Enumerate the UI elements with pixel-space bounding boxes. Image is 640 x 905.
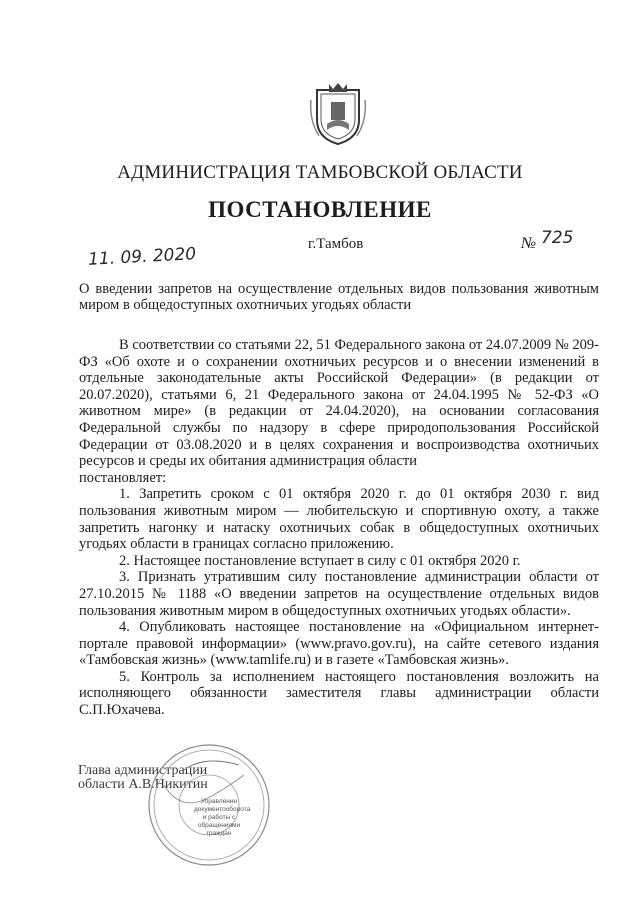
- clause-3: 3. Признать утратившим силу постановление администрации области от 27.10.2015 № 1188 «О введении запретов на осуществление отдельных видов пользования животным миром в общедоступных охотничьих угодьях области».: [79, 569, 599, 619]
- clause-2: 2. Настоящее постановление вступает в силу с 01 октября 2020 г.: [119, 552, 521, 569]
- stamp-inner-text: Управление документооборота и работы с обращениями граждан: [194, 798, 251, 837]
- coat-of-arms-icon: [309, 80, 367, 148]
- document-city: г.Тамбов: [308, 236, 364, 252]
- clause-1: 1. Запретить сроком с 01 октября 2020 г. до 01 октября 2030 г. вид пользования животным миром — любительскую и спортивную охоту, а также запретить нагонку и натаску охотничьих собак в общедоступных охотничьих угодьях области в границах согласно приложению.: [79, 486, 599, 553]
- document-subject: О введении запретов на осуществление отдельных видов пользования животным миром в общедоступных охотничьих угодьях области: [79, 281, 599, 313]
- signer-title-line1: Глава администрации: [78, 763, 208, 778]
- document-number: 725: [541, 228, 574, 248]
- document-date: 11. 09. 2020: [87, 244, 197, 270]
- clause-5: 5. Контроль за исполнением настоящего постановления возложить на исполняющего обязанности заместителя главы администрации области С.П.Юхачева.: [79, 668, 599, 719]
- signer-name: А.В.Никитин: [128, 777, 208, 792]
- document-body: [79, 337, 599, 719]
- organization-title: АДМИНИСТРАЦИЯ ТАМБОВСКОЙ ОБЛАСТИ: [117, 162, 523, 183]
- clause-4: 4. Опубликовать настоящее постановление на «Официальном интернет-портале правовой информации» (www.pravo.gov.ru), на сайте сетевого издания «Тамбовская жизнь» (www.tamlife.ru) и в газете «Тамбовская жизнь».: [79, 619, 599, 669]
- resolves-word: постановляет:: [79, 469, 167, 486]
- document-type-heading: ПОСТАНОВЛЕНИЕ: [208, 197, 432, 222]
- document-number-label: №: [521, 235, 537, 252]
- signer-region: области: [78, 777, 125, 792]
- preamble-paragraph: В соответствии со статьями 22, 51 Федерального закона от 24.07.2009 № 209-ФЗ «Об охоте и о сохранении охотничьих ресурсов и о внесении изменений в отдельные законодательные акты Российской Федерации» (в редакции от 20.07.2020), статьями 6, 21 Федерального закона от 24.04.1995 № 52-ФЗ «О животном мире» (в редакции от 24.04.2020), на основании согласования Федеральной службы по надзору в сфере природопользования Российской Федерации от 03.08.2020 и в целях сохранения и воспроизводства охотничьих ресурсов и среды их обитания администрация области: [79, 337, 599, 470]
